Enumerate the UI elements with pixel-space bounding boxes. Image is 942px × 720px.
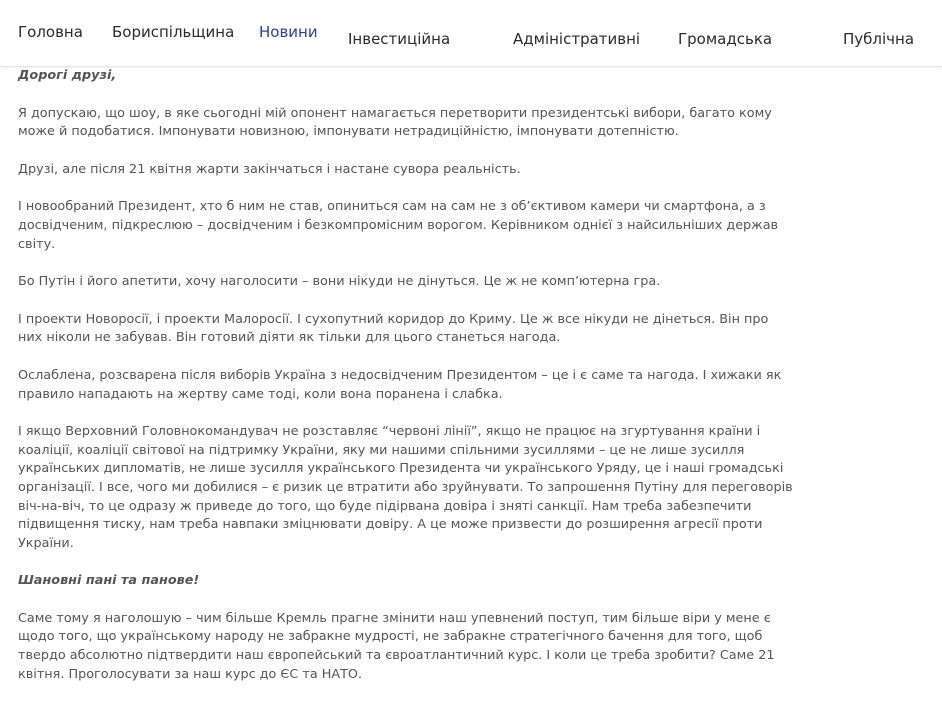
article-salutation: Дорогі друзі, — [18, 68, 117, 83]
article-paragraph: Саме тому я наголошую – чим більше Кремль прагне змінити наш упевнений поступ, тим більше віри у мене є щодо того, що українському народу не забракне мудрості, не забракне стратегічного бачення для того, щоб твердо абсолютно підтвердити наш європейський та євроатлантичний курс. І коли це треба зробити? Саме 21 квітня. Проголосувати за наш курс до ЄС та НАТО. — [18, 610, 775, 682]
article-body — [18, 67, 793, 703]
nav-item-hromadska[interactable]: Громадська — [678, 30, 773, 48]
article-paragraph: Бо Путін і його апетити, хочу наголосити – вони нікуди не дінуться. Це ж не комп’ютерна гра. — [18, 274, 661, 290]
article-paragraph: Ослаблена, розсварена після виборів Україна з недосвідченим Президентом – це і є саме та нагода. І хижаки як правило нападають на жертву саме тоді, коли вона поранена і слабка. — [18, 367, 782, 402]
nav-item-boryspilshchyna[interactable]: Бориспільщина — [112, 23, 235, 41]
article-paragraph: І новообраний Президент, хто б ним не став, опиниться сам на сам не з об’єктивом камери чи смартфона, а з досвідченим, підкреслюю – досвідченим і безкомпромісним ворогом. Керівником однієї з найсильніших держав світу. — [18, 199, 779, 252]
top-navigation — [0, 0, 942, 67]
nav-item-novyny[interactable]: Новини — [259, 23, 318, 41]
nav-item-publichna[interactable]: Публічна — [843, 30, 915, 48]
article-salutation: Шановні пані та панове! — [18, 573, 200, 589]
article-paragraph: І проекти Новоросії, і проекти Малоросії. І сухопутний коридор до Криму. Це ж все нікуди не дінеться. Він про них ніколи не забував. Він готовий діяти як тільки для цього станеться нагода. — [18, 311, 769, 346]
article-paragraph: Я допускаю, що шоу, в яке сьогодні мій опонент намагається перетворити президентські вибори, багато кому може й подобатися. Імпонувати новизною, імпонувати нетрадиційністю, імпонувати дотепністю. — [18, 105, 772, 140]
nav-item-investytsiina[interactable]: Інвестиційна — [348, 30, 451, 48]
nav-item-golovna[interactable]: Головна — [18, 23, 83, 41]
nav-item-administratyvni[interactable]: Адміністративні — [513, 30, 641, 48]
article-paragraph: Друзі, але після 21 квітня жарти закінчаться і настане сувора реальність. — [18, 161, 521, 177]
article-paragraph: І якщо Верховний Головнокомандувач не розставляє “червоні лінії”, якщо не працює на згуртування країни і коаліції, коаліції світової на підтримку України, яку ми нашими спільними зусиллями – це не лише зусилля українських дипломатів, не лише зусилля українського Президента чи українського Уряду, це і наші громадські організації. І все, чого ми добилися – є ризик це втратити або зруйнувати. То запрошення Путіну для переговорів віч-на-віч, то це одразу ж приведе до того, що буде підірвана довіра і зняті санкції. Нам треба забезпечити підвищення тиску, нам треба навпаки зміцнювати довіру. А це може призвести до розширення агресії проти України. — [18, 424, 793, 551]
